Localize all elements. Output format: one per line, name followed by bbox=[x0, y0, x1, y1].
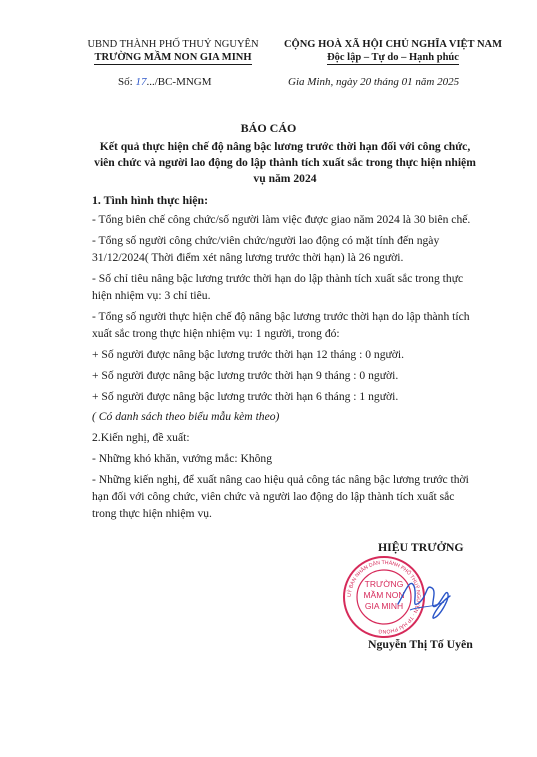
national-header bbox=[278, 38, 508, 65]
stamp-line: GIA MINH bbox=[364, 601, 404, 611]
stamp-line: MẦM NON bbox=[363, 590, 405, 600]
handwritten-signature-icon bbox=[392, 566, 454, 626]
paragraph: - Tổng số người thực hiện chế độ nâng bậc lương trước thời hạn do lập thành tích bbox=[92, 310, 470, 323]
paragraph: - Những khó khăn, vướng mắc: Không bbox=[92, 452, 273, 465]
paragraph: 31/12/2024( Thời điểm xét nâng lương trước thời hạn) là 26 người. bbox=[92, 251, 404, 264]
paragraph: xuất sắc trong thực hiện nhiệm vụ: 1 người, trong đó: bbox=[92, 327, 340, 340]
page-title: BÁO CÁO bbox=[240, 121, 297, 135]
org-header bbox=[78, 38, 268, 65]
place-date: Gia Minh, ngày 20 tháng 01 năm 2025 bbox=[288, 76, 460, 88]
stamp-line: TRƯỜNG bbox=[364, 579, 404, 589]
section-1-body bbox=[92, 211, 492, 522]
attachment-note: ( Có danh sách theo biểu mẫu kèm theo) bbox=[92, 410, 280, 423]
school-name: TRƯỜNG MẦM NON GIA MINH bbox=[94, 52, 252, 63]
paragraph: trong thực hiện nhiệm vụ. bbox=[92, 507, 212, 520]
paragraph: - Tổng số người công chức/viên chức/người lao động có mặt tính đến ngày bbox=[92, 234, 440, 247]
bullet-item: + Số người được nâng bậc lương trước thời hạn 9 tháng : 0 người. bbox=[92, 369, 399, 382]
signer-role: HIỆU TRƯỞNG bbox=[378, 540, 464, 554]
svg-text:UỶ BAN NHÂN DÂN THÀNH PHỐ THUỶ: UỶ BAN NHÂN DÂN THÀNH PHỐ THUỶ NGUYÊN · TP HẢI PHÒNG bbox=[346, 559, 422, 635]
paragraph: hiện nhiệm vụ: 3 chỉ tiêu. bbox=[92, 289, 211, 302]
paragraph: hạn đối với công chức, viên chức và người lao động do lập thành tích xuất sắc bbox=[92, 490, 455, 503]
signer-name: Nguyễn Thị Tố Uyên bbox=[368, 637, 473, 651]
national-title: CỘNG HOÀ XÃ HỘI CHỦ NGHĨA VIỆT NAM bbox=[283, 39, 503, 50]
bullet-item: + Số người được nâng bậc lương trước thời hạn 6 tháng : 1 người. bbox=[92, 390, 399, 403]
bullet-item: + Số người được nâng bậc lương trước thời hạn 12 tháng : 0 người. bbox=[92, 348, 405, 361]
report-subtitle: Kết quả thực hiện chế độ nâng bậc lương trước thời hạn đối với công chức, viên chức và người lao động do lập thành tích xuất sắc trong thực hiện nhiệm vụ năm 2024 bbox=[94, 140, 476, 185]
paragraph: - Tổng biên chế công chức/số người làm việc được giao năm 2024 là 30 biên chế. bbox=[92, 213, 471, 226]
agency-name: UBND THÀNH PHỐ THUỶ NGUYÊN bbox=[87, 39, 259, 50]
document-number-value: 17 bbox=[135, 76, 147, 88]
national-motto: Độc lập – Tự do – Hạnh phúc bbox=[327, 52, 459, 63]
section-2-heading: 2.Kiến nghị, đề xuất: bbox=[92, 431, 190, 444]
document-number: Số: 17.../BC-MNGM bbox=[118, 76, 212, 88]
paragraph: - Số chỉ tiêu nâng bậc lương trước thời hạn do lập thành tích xuất sắc trong thực bbox=[92, 272, 464, 285]
section-1-heading: 1. Tình hình thực hiện: bbox=[92, 193, 209, 207]
paragraph: - Những kiến nghị, để xuất nâng cao hiệu quả công tác nâng bậc lương trước thời bbox=[92, 473, 469, 486]
